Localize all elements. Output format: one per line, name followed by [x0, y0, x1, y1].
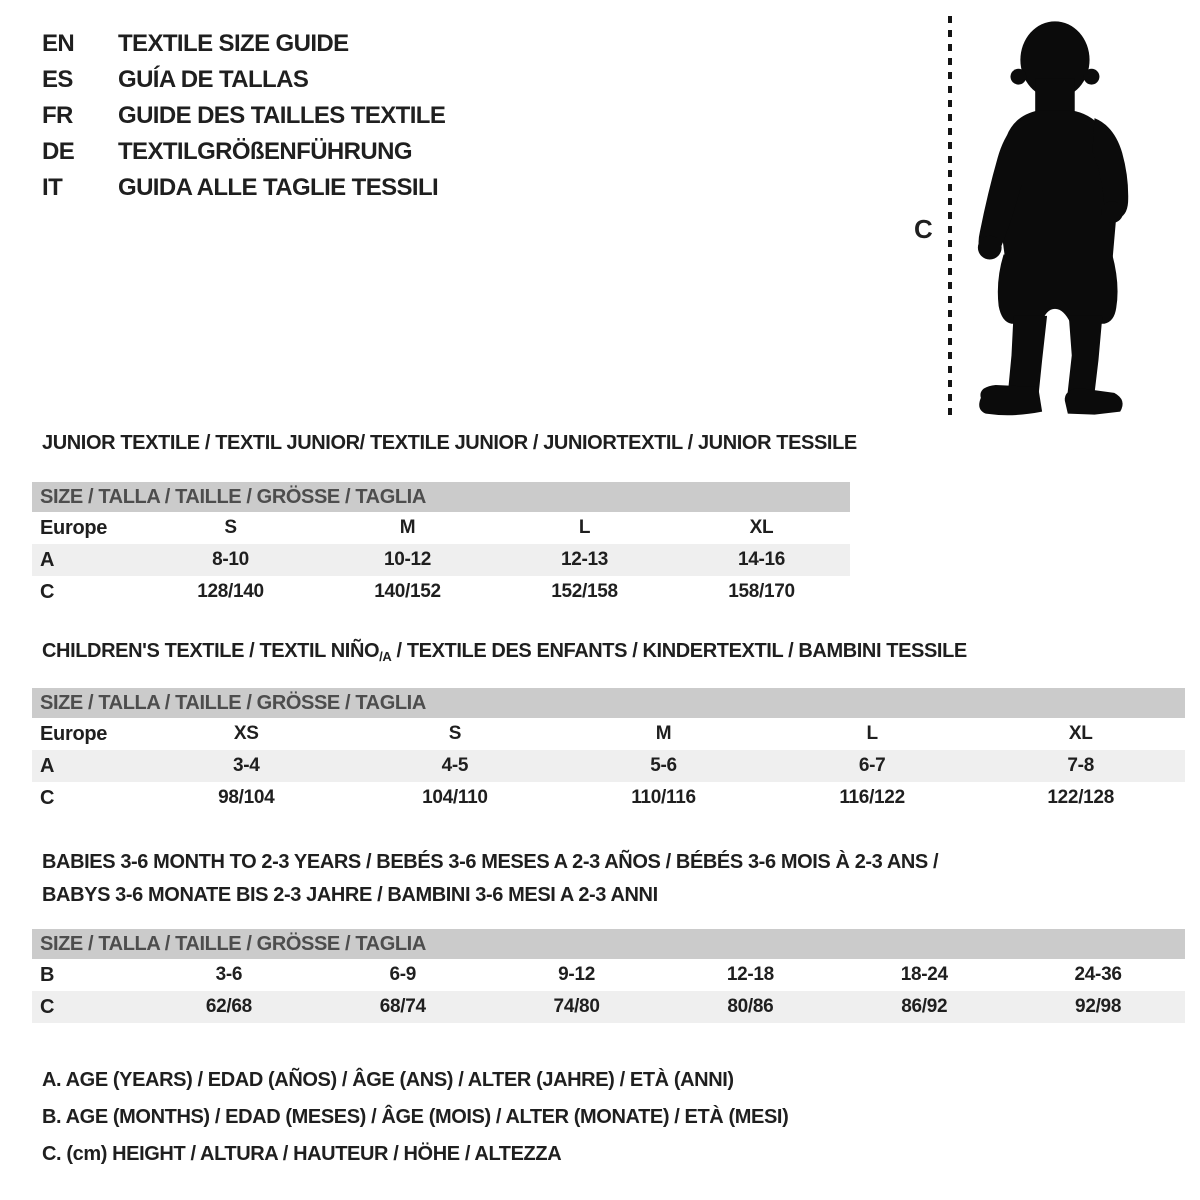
row-label: C: [40, 580, 55, 603]
height-cell: 152/158: [551, 581, 618, 602]
height-cell: 116/122: [839, 787, 905, 808]
height-measure-dashed-line: [948, 16, 952, 416]
age-cell: 24-36: [1074, 964, 1122, 985]
table-row: [32, 750, 1185, 782]
language-code: ES: [42, 66, 73, 93]
table-row: [32, 544, 850, 576]
heading-text: CHILDREN'S TEXTILE / TEXTIL NIÑO: [42, 640, 380, 662]
row-label: A: [40, 548, 55, 571]
size-cell: XL: [749, 517, 774, 538]
size-header-bar: SIZE / TALLA / TAILLE / GRÖSSE / TAGLIA: [32, 688, 1185, 718]
height-cell: 92/98: [1075, 996, 1122, 1017]
table-row: [32, 782, 1185, 814]
heading-line: BABYS 3-6 MONATE BIS 2-3 JAHRE / BAMBINI 3-6 MESI A 2-3 ANNI: [42, 884, 658, 906]
age-cell: 18-24: [900, 964, 948, 985]
language-title: TEXTILGRÖßENFÜHRUNG: [118, 138, 412, 165]
language-row: [42, 26, 445, 62]
age-cell: 3-4: [233, 755, 260, 776]
row-label: A: [40, 754, 55, 777]
height-cell: 140/152: [374, 581, 441, 602]
section-heading-babies: [42, 846, 938, 912]
age-cell: 10-12: [383, 549, 432, 570]
size-cell: XL: [1068, 723, 1093, 744]
height-cell: 122/128: [1047, 787, 1114, 808]
size-header-bar: SIZE / TALLA / TAILLE / GRÖSSE / TAGLIA: [32, 482, 850, 512]
legend-line-b: B. AGE (MONTHS) / EDAD (MESES) / ÂGE (MOIS) / ALTER (MONATE) / ETÀ (MESI): [42, 1106, 789, 1128]
age-cell: 14-16: [737, 549, 786, 570]
table-row: [32, 718, 1185, 750]
table-row: [32, 576, 850, 608]
language-title-list: [42, 26, 445, 206]
junior-size-table: [32, 482, 850, 608]
age-cell: 12-18: [726, 964, 774, 985]
section-heading-children: [42, 640, 967, 664]
language-title: TEXTILE SIZE GUIDE: [118, 30, 349, 57]
row-label: B: [40, 963, 55, 986]
size-cell: XS: [233, 723, 259, 744]
language-code: EN: [42, 30, 75, 57]
size-cell: L: [578, 517, 591, 538]
age-cell: 9-12: [558, 964, 595, 985]
language-row: [42, 98, 445, 134]
language-row: [42, 62, 445, 98]
age-cell: 12-13: [560, 549, 609, 570]
language-title: GUIDA ALLE TAGLIE TESSILI: [118, 174, 439, 201]
language-code: IT: [42, 174, 63, 201]
row-label: C: [40, 995, 55, 1018]
heading-text: / TEXTILE DES ENFANTS / KINDERTEXTIL / BAMBINI TESSILE: [391, 640, 967, 662]
legend-line-a: A. AGE (YEARS) / EDAD (AÑOS) / ÂGE (ANS) / ALTER (JAHRE) / ETÀ (ANNI): [42, 1069, 734, 1091]
language-row: [42, 170, 445, 206]
age-cell: 7-8: [1067, 755, 1094, 776]
babies-size-table: [32, 929, 1185, 1023]
age-cell: 8-10: [212, 549, 249, 570]
height-cell: 80/86: [727, 996, 774, 1017]
table-row: [32, 991, 1185, 1023]
age-cell: 6-9: [389, 964, 417, 985]
row-label: C: [40, 786, 55, 809]
heading-line: BABIES 3-6 MONTH TO 2-3 YEARS / BEBÉS 3-6 MESES A 2-3 AÑOS / BÉBÉS 3-6 MOIS À 2-3 ANS /: [42, 851, 939, 873]
age-cell: 5-6: [650, 755, 677, 776]
language-row: [42, 134, 445, 170]
row-label: Europe: [40, 516, 108, 539]
height-cell: 98/104: [218, 787, 275, 808]
toddler-silhouette-icon: [968, 16, 1136, 418]
height-measure-label: C: [914, 214, 933, 244]
table-row: [32, 959, 1185, 991]
height-cell: 74/80: [553, 996, 600, 1017]
size-cell: S: [448, 723, 462, 744]
measure-legend: [42, 1062, 788, 1173]
heading-subscript: /A: [379, 649, 392, 664]
size-header-bar: SIZE / TALLA / TAILLE / GRÖSSE / TAGLIA: [32, 929, 1185, 959]
height-cell: 158/170: [728, 581, 795, 602]
height-cell: 128/140: [197, 581, 264, 602]
size-cell: M: [399, 517, 416, 538]
height-cell: 86/92: [901, 996, 948, 1017]
legend-line-c: C. (cm) HEIGHT / ALTURA / HAUTEUR / HÖHE / ALTEZZA: [42, 1143, 562, 1165]
age-cell: 3-6: [215, 964, 243, 985]
age-cell: 4-5: [441, 755, 469, 776]
size-cell: S: [224, 517, 237, 538]
language-code: DE: [42, 138, 75, 165]
language-title: GUIDE DES TAILLES TEXTILE: [118, 102, 446, 129]
height-cell: 104/110: [422, 787, 488, 808]
height-cell: 110/116: [631, 787, 696, 808]
row-label: Europe: [40, 722, 108, 745]
children-size-table: [32, 688, 1185, 814]
language-code: FR: [42, 102, 73, 129]
section-heading-junior: JUNIOR TEXTILE / TEXTIL JUNIOR/ TEXTILE JUNIOR / JUNIORTEXTIL / JUNIOR TESSILE: [42, 432, 857, 454]
height-cell: 62/68: [205, 996, 252, 1017]
age-cell: 6-7: [858, 755, 886, 776]
height-cell: 68/74: [379, 996, 426, 1017]
language-title: GUÍA DE TALLAS: [118, 66, 309, 93]
size-cell: L: [866, 723, 878, 744]
table-row: [32, 512, 850, 544]
size-cell: M: [655, 723, 672, 744]
